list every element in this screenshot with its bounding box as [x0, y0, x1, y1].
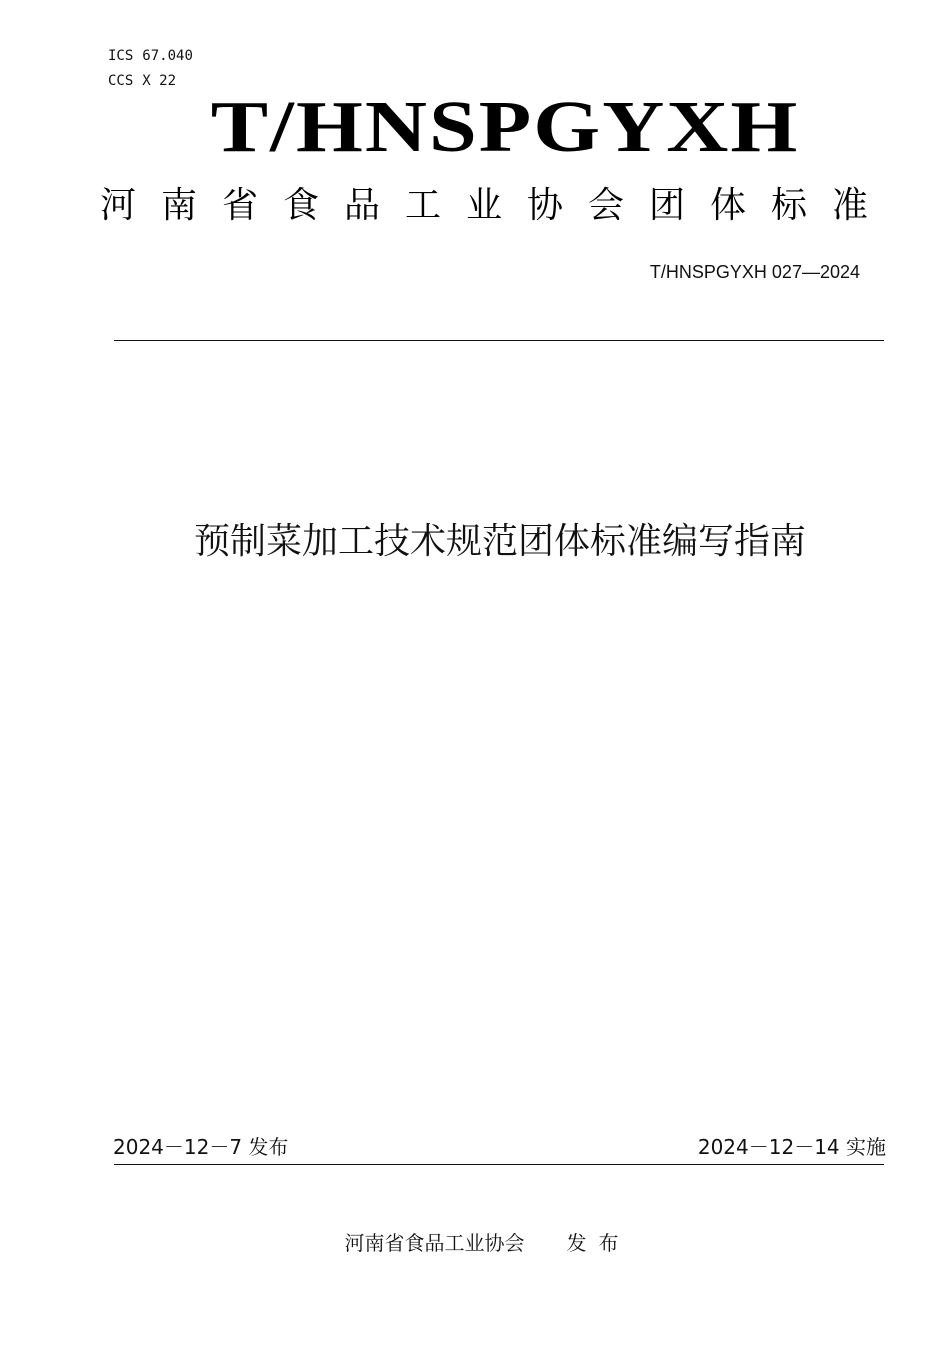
ics-label: ICS: [108, 48, 134, 64]
header-divider: [114, 340, 884, 341]
ics-row: [108, 44, 193, 69]
organization-standard-title: 河南省食品工业协会团体标准: [100, 185, 894, 226]
publisher-line: [0, 1228, 950, 1258]
organization-code: T/HNSPGYXH: [210, 85, 800, 168]
footer-divider: [114, 1164, 884, 1165]
issue-date: 2024－12－7 发布: [113, 1135, 289, 1159]
document-title: 预制菜加工技术规范团体标准编写指南: [193, 521, 806, 562]
effective-date: 2024－12－14 实施: [697, 1135, 886, 1159]
standard-number: T/HNSPGYXH 027—2024: [649, 262, 860, 282]
publisher-name: 河南省食品工业协会: [344, 1231, 525, 1255]
ccs-label: CCS: [108, 73, 134, 89]
ics-value: 67.040: [142, 48, 193, 64]
publisher-verb: 发布: [566, 1231, 631, 1255]
ccs-value: X 22: [142, 73, 177, 89]
